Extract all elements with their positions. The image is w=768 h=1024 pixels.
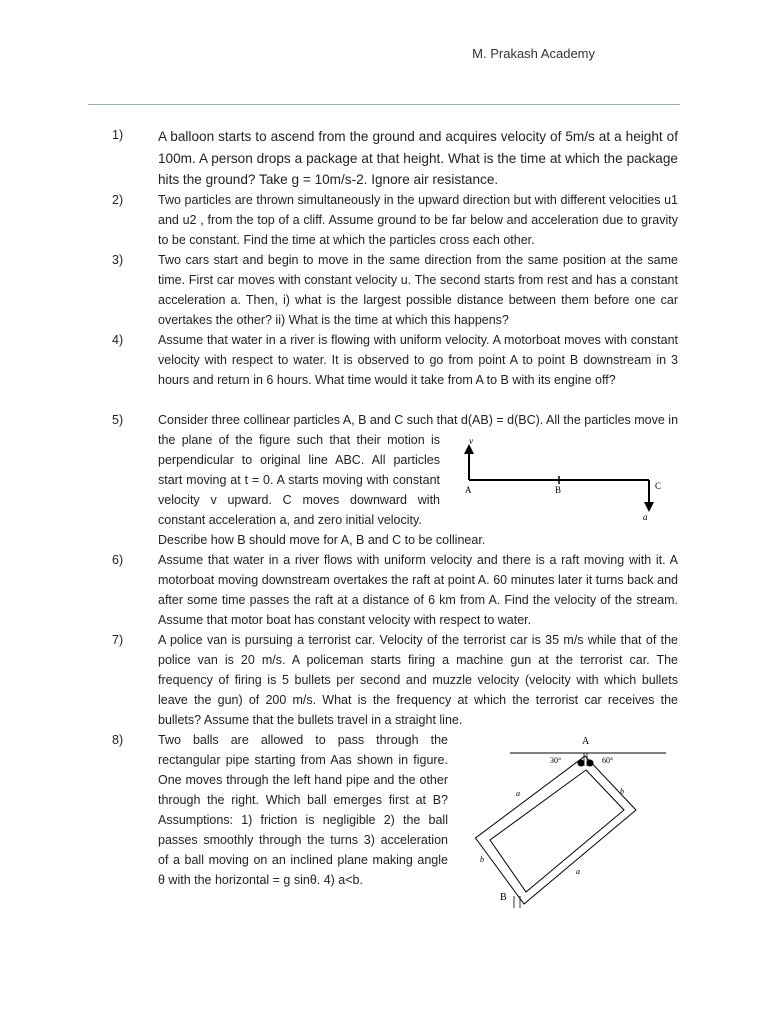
q6-number: 6) xyxy=(112,553,124,567)
q7-number: 7) xyxy=(112,633,124,647)
fig8-side-a2: a xyxy=(576,867,580,876)
down-arrow-icon xyxy=(644,502,654,512)
pipe-inner-outline xyxy=(490,770,624,892)
fig5-label-b-point: B xyxy=(555,485,562,495)
ball-right xyxy=(587,760,594,767)
q8-figure xyxy=(470,730,675,910)
q1-text: A balloon starts to ascend from the ground and acquires velocity of 5m/s at a height of 100m. A person drops a package at that height. What is the time at which the package hits the ground? Take g = 10m/s-2. Ignore air resistance. xyxy=(158,129,678,187)
fig8-side-b1: b xyxy=(620,787,624,796)
q8-number: 8) xyxy=(112,733,124,747)
q5-figure xyxy=(455,430,680,525)
q4-text: Assume that water in a river is flowing with uniform velocity. A motorboat moves with constant velocity with respect to water. It is observed to go from point A to point B downstream in 3 hours and return in 6 hours. What time would it take from A to B with its engine off? xyxy=(158,333,678,387)
fig8-side-a1: a xyxy=(516,789,520,798)
q4-number: 4) xyxy=(112,333,124,347)
header-rule xyxy=(88,104,680,105)
fig5-label-c-point: C xyxy=(655,481,662,491)
q5-narrow-text: the plane of the figure such that their motion is perpendicular to original line ABC. All particles start moving at t = 0. A starts moving with constant velocity v upward. C moves downward with constant acceleration a, and zero initial velocity. xyxy=(158,433,440,527)
q1-number: 1) xyxy=(112,128,124,142)
fig8-angle-right: 60° xyxy=(602,756,614,765)
q3-text: Two cars start and begin to move in the same direction from the same position at the same time. First car moves with constant velocity u. The second starts from rest and has a constant acceleration a. Then, i) what is the largest possible distance between them before one car overtakes the other? ii) What is the time at which this happens? xyxy=(158,253,678,327)
fig5-label-v: v xyxy=(469,436,473,446)
fig8-label-b-point: B xyxy=(500,892,507,903)
q2-text: Two particles are thrown simultaneously in the upward direction but with different velocities u1 and u2 , from the top of a cliff. Assume ground to be far below and acceleration due to gravity to be constant. Find the time at which the particles cross each other. xyxy=(158,193,678,247)
pipe-outer-outline xyxy=(476,756,637,904)
header-title: M. Prakash Academy xyxy=(472,46,595,61)
fig8-angle-left: 30° xyxy=(550,756,562,765)
q6-text: Assume that water in a river flows with uniform velocity and there is a raft moving with it. A motorboat moving downstream overtakes the raft at point A. 60 minutes later it turns back and after some time passes the raft at a distance of 6 km from A. Find the velocity of the stream. Assume that motor boat has constant velocity with respect to water. xyxy=(158,553,678,627)
q7-text: A police van is pursuing a terrorist car. Velocity of the terrorist car is 35 m/s while that of the police van is 20 m/s. A policeman starts firing a machine gun at the terrorist car. The frequency of firing is 5 bullets per second and muzzle velocity (velocity with which bullets leave the gun) of 200 m/s. What is the frequency at which the terrorist car receives the bullets? Assume that the bullets travel in a straight line. xyxy=(158,633,678,727)
ball-left xyxy=(578,760,585,767)
fig8-side-b2: b xyxy=(480,855,484,864)
q5-number: 5) xyxy=(112,413,124,427)
q5-line1: Consider three collinear particles A, B and C such that d(AB) = d(BC). All the particles move in xyxy=(158,413,679,427)
q5-last-line: Describe how B should move for A, B and C to be collinear. xyxy=(158,533,486,547)
fig8-label-a-point: A xyxy=(582,736,590,747)
q8-text: Two balls are allowed to pass through the rectangular pipe starting from Aas shown in figure. One moves through the left hand pipe and the other through the right. Which ball emerges first at B? Assumptions: 1) friction is negligible 2) the ball passes smoothly through the turns 3) acceleration of a ball moving on an inclined plane making angle θ with the horizontal = g sinθ. 4) a<b. xyxy=(158,733,448,887)
fig5-label-a-point: A xyxy=(465,485,472,495)
fig5-label-accel: a xyxy=(643,512,648,522)
q3-number: 3) xyxy=(112,253,124,267)
q2-number: 2) xyxy=(112,193,124,207)
